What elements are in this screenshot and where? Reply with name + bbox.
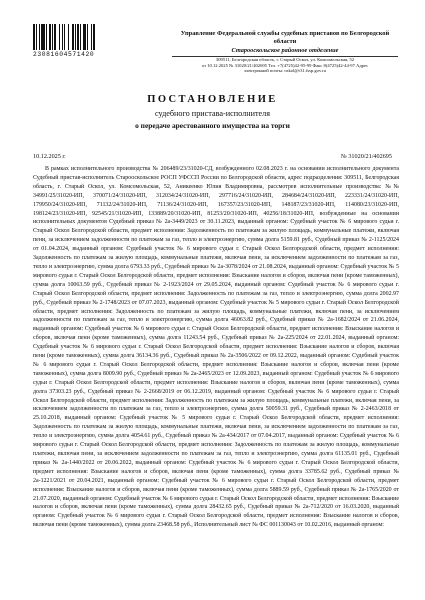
barcode-bar	[95, 24, 96, 50]
org-name: Управление Федеральной службы судебных приставов по Белгородской области	[180, 30, 390, 45]
document-number: № 31020/21/402695	[340, 153, 392, 160]
org-email-line: электронной почты: oskol@r31.fssp.gov.ru	[244, 68, 326, 74]
barcode	[33, 24, 121, 50]
barcode-block	[33, 24, 121, 58]
document-date: 10.12.2025 г.	[33, 153, 66, 160]
organization-header	[170, 30, 400, 74]
document-subtitle: судебного пристава-исполнителя	[154, 109, 271, 118]
barcode-number: 23081604571420	[33, 51, 95, 58]
org-department: Старооскольское районное отделение	[231, 47, 339, 55]
org-address: 309511, Белгородская область, г. Старый Оскол, ул. Комсомольская, 52	[215, 57, 355, 63]
document-body-text: В рамках исполнительного производства № 206489/23/31020-СД, возбужденного 02.08.2023 г. на основании исполнительного документа Судебный пристав-исполнитель Старооскольское РОСП УФССП России по Белгородской области, адрес подразделения: 309511, Белгородская область, г. Старый Оскол, ул. Комсомольская, 52, Аникеенко Юлия Владимировна, рассмотрев исполнительные производства: №№ 34991/25/31020-ИП, 370071/24/31020-ИП, 312034/24/31020-ИП, 297716/24/31020-ИП, 284684/24/31020-ИП, 223331/24/31020-ИП, 179950/24/31020-ИП, 71132/24/31020-ИП, 71136/24/31020-ИП, 167357/23/31020-ИП, 148187/23/31020-ИП, 114080/23/31020-ИП, 198124/23/31020-ИП, 92545/21/31020-ИП, 133889/20/31020-ИП, 81253/20/31020-ИП, 40256/18/31020-ИП, возбужденные на основании исполнительных документов Судебный приказ № 2а-3449/2023 от 30.11.2023, выданный органом: Судебный участок № 6 мирового судьи г. Старый Оскол Белгородской области, предмет исполнения: Задолженность по платежам за жилую площадь, коммунальные платежи, включая пени, за исключением задолженности по платежам за газ, тепло и электроэнергию, сумма долга 5159.81 руб., Судебный приказ № 2-1125/2024 от 01.04.2024, выданный органом: Судебный участок № 6 мирового судьи г. Старый Оскол Белгородской области, предмет исполнения: Задолженность по платежам за жилую площадь, коммунальные платежи, включая пени, за исключением задолженности по платежам за газ, тепло и электроэнергию, сумма долга 6793.33 руб., Судебный приказ № 2а-3078/2024 от 21.08.2024, выданный органом: Судебный участок № 5 мирового судьи г. Старый Оскол Белгородской области, предмет исполнения: Взыскание налогов и сборов, включая пени (кроме таможенных), сумма долга 10063.59 руб., Судебный приказ № 2-1923/2024 от 29.05.2024, выданный органом: Судебный участок № 6 мирового судьи г. Старый Оскол Белгородской области, предмет исполнения: Задолженность по платежам за газ, тепло и электроэнергию, сумма долга 2002.97 руб., Судебный приказ № 2-1748/2023 от 07.07.2023, выданный органом: Судебный участок № 5 мирового судьи г. Старый Оскол Белгородской области, предмет исполнения: Задолженность по платежам за жилую площадь, коммунальные платежи, включая пени, за исключением задолженности по платежам за газ, тепло и электроэнергию, сумма долга 46063.82 руб., Судебный приказ № 2а-1682/2024 от 21.06.2024, выданный органом: Судебный участок № 6 мирового судьи г. Старый Оскол Белгородской области, предмет исполнения: Взыскание налогов и сборов, включая пени (кроме таможенных), сумма долга 11243.54 руб., Судебный приказ № 2а-225/2024 от 22.01.2024, выданный органом: Судебный участок № 6 мирового судьи г. Старый Оскол Белгородской области, предмет исполнения: Взыскание налогов и сборов, включая пени (кроме таможенных), сумма долга 36134.36 руб., Судебный приказ № 2а-3506/2022 от 09.12.2022, выданный органом: Судебный участок № 6 мирового судьи г. Старый Оскол Белгородской области, предмет исполнения: Взыскание налогов и сборов, включая пени (кроме таможенных), сумма долга 8009.90 руб., Судебный приказ № 2а-2465/2023 от 12.09.2023, выданный органом: Судебный участок № 6 мирового судьи г. Старый Оскол Белгородской области, предмет исполнения: Взыскание налогов и сборов, включая пени (кроме таможенных), сумма долга 37303.23 руб., Судебный приказ № 2-2668/2019 от 06.12.2019, выданный органом: Судебный участок № 6 мирового судьи г. Старый Оскол Белгородской области, предмет исполнения: Задолженность по платежам за жилую площадь, коммунальные платежи, включая пени, за исключением задолженности по платежам за газ, тепло и электроэнергию, сумма долга 50059.31 руб., Судебный приказ № 2-2463/2018 от 25.10.2018, выданный органом: Судебный участок № 5 мирового судьи г. Старый Оскол Белгородской области, предмет исполнения: Задолженность по платежам за жилую площадь, коммунальные платежи, включая пени, за исключением задолженности по платежам за газ, тепло и электроэнергию, сумма долга 4054.61 руб., Судебный приказ № 2а-434/2017 от 07.04.2017, выданный органом: Судебный участок № 6 мирового судьи г. Старый Оскол Белгородской области, предмет исполнения: Задолженность по платежам за жилую площадь, коммунальные платежи, включая пени, за исключением задолженности по платежам за газ, тепло и электроэнергию, сумма долга 61135.01 руб., Судебный приказ № 2а-1440/2022 от 20.06.2022, выданный органом: Судебный участок № 6 мирового судьи г. Старый Оскол Белгородской области, предмет исполнения: Взыскание налогов и сборов, включая пени (кроме таможенных), сумма долга 33785.62 руб., Судебный приказ № 2а-1221/2021 от 20.04.2021, выданный органом: Судебный участок № 6 мирового судьи г. Старый Оскол Белгородской области, предмет исполнения: Взыскание налогов и сборов, включая пени (кроме таможенных), сумма долга 5889.59 руб., Судебный приказ № 2а-1765/2020 от 21.07.2020, выданный органом: Судебный участок № 6 мирового судьи г. Старый Оскол Белгородской области, предмет исполнения: Взыскание налогов и сборов, включая пени (кроме таможенных), сумма долга 28432.65 руб., Судебный приказ № 2а-712/2020 от 16.03.2020, выданный органом: Судебный участок № 6 мирового судьи г. Старый Оскол Белгородской области, предмет исполнения: Взыскание налогов и сборов, включая пени (кроме таможенных), сумма долга 23468.58 руб., Исполнительный лист № ФС 001130043 от 10.02.2016, выданный органом:	[33, 166, 399, 529]
org-phone-line: от 10.12.2025 № 31020/21/402695 Тел. +7(4725)42-95-99 Факс 8(4725)42-44-97 Адрес	[201, 62, 369, 68]
document-subject: о передаче арестованного имущества на торги	[135, 121, 290, 130]
document-title: ПОСТАНОВЛЕНИЕ	[147, 94, 278, 105]
